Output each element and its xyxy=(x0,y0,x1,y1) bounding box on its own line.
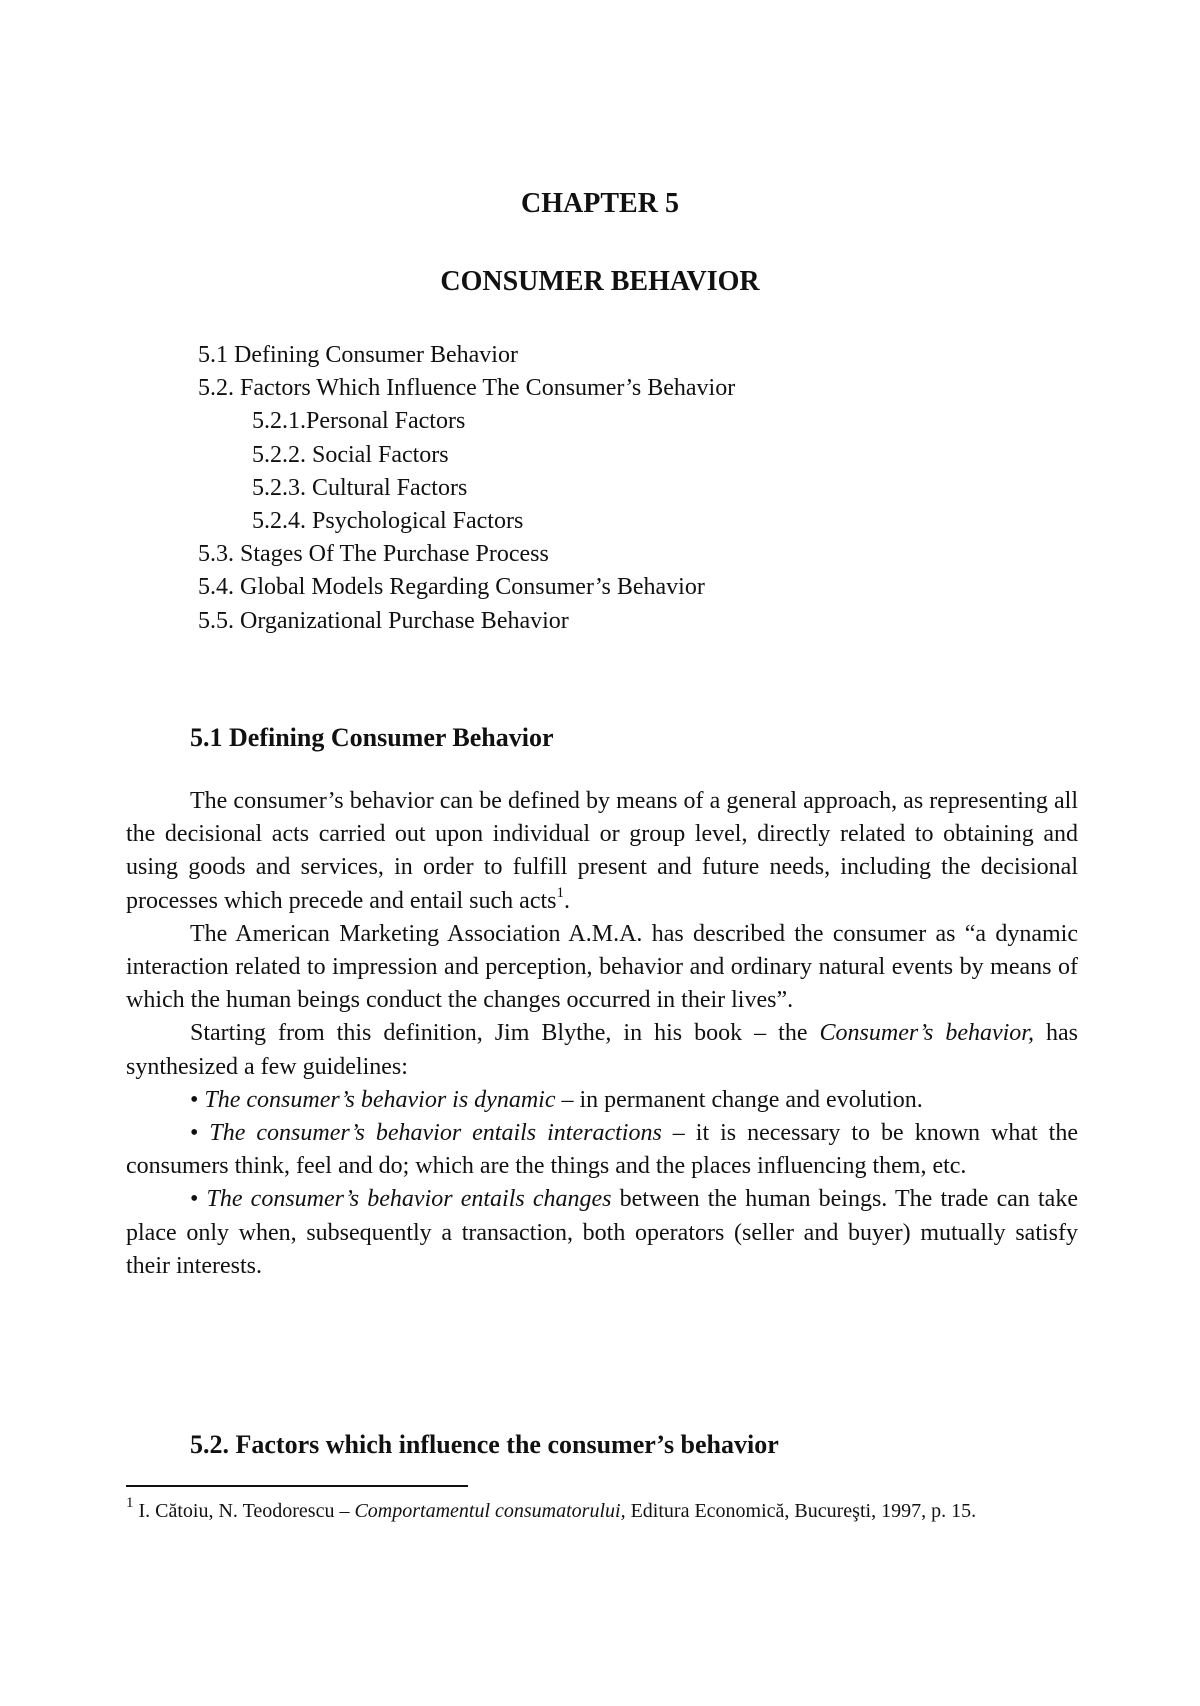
toc-subitem: 5.2.4. Psychological Factors xyxy=(252,508,524,535)
paragraph xyxy=(126,1017,1078,1083)
toc-item: 5.3. Stages Of The Purchase Process xyxy=(198,541,549,568)
footnote-text: I. Cătoiu, N. Teodorescu – xyxy=(133,1500,355,1522)
section-heading-5-2: 5.2. Factors which influence the consumer’s behavior xyxy=(190,1430,779,1459)
section-heading-5-1: 5.1 Defining Consumer Behavior xyxy=(190,723,554,752)
bullet-marker: • xyxy=(190,1186,207,1213)
book-title: Consumer’s behavior, xyxy=(819,1020,1034,1047)
paragraph-text: Starting from this definition, Jim Blythe, in his book – the xyxy=(190,1020,820,1047)
paragraph-end: . xyxy=(564,887,570,914)
chapter-number: CHAPTER 5 xyxy=(521,188,679,219)
paragraph: The American Marketing Association A.M.A. has described the consumer as “a dynamic interaction related to impression and perception, behavior and ordinary natural events by means of which the human beings conduct the changes occurred in their lives”. xyxy=(126,920,1078,1014)
paragraph xyxy=(126,785,1078,918)
bullet-lead: The consumer’s behavior entails interactions xyxy=(209,1120,662,1147)
bullet-marker: • xyxy=(190,1120,210,1147)
bullet-lead: The consumer’s behavior is dynamic xyxy=(204,1086,556,1113)
bullet-item xyxy=(126,1183,1078,1283)
toc-subitem: 5.2.3. Cultural Factors xyxy=(252,474,468,501)
bullet-text: – it is necessary to be known what the consumers think, feel and do; which are the things and the places influencing them, etc. xyxy=(126,1120,1078,1180)
section-body xyxy=(126,785,1078,1283)
footnote xyxy=(126,1497,1078,1525)
toc-subitem: 5.2.1.Personal Factors xyxy=(252,408,466,435)
bullet-lead: The consumer’s behavior entails changes xyxy=(206,1186,612,1213)
bullet-item xyxy=(126,1084,1078,1117)
chapter-title: CONSUMER BEHAVIOR xyxy=(440,266,760,297)
footnote-divider xyxy=(126,1485,468,1487)
bullet-marker: • xyxy=(190,1086,205,1113)
toc-item: 5.1 Defining Consumer Behavior xyxy=(198,342,518,368)
footnote-book-title: Comportamentul consumatorului, xyxy=(354,1500,626,1522)
bullet-text: between the human beings. The trade can take place only when, subsequently a transaction, both operators (seller and buyer) mutually satisfy their interests. xyxy=(126,1186,1078,1279)
bullet-item xyxy=(126,1117,1078,1183)
table-of-contents xyxy=(198,339,735,638)
bullet-text: – in permanent change and evolution. xyxy=(555,1086,923,1113)
footnote-number: 1 xyxy=(126,1495,134,1512)
footnote-text: Editura Economică, Bucureşti, 1997, p. 15. xyxy=(625,1500,977,1522)
paragraph-text: The consumer’s behavior can be defined by means of a general approach, as representing all the decisional acts carried out upon individual or group level, directly related to obtaining and using goods and services, in order to fulfill present and future needs, including the decisional processes which precede and entail such acts xyxy=(126,788,1078,914)
toc-item: 5.5. Organizational Purchase Behavior xyxy=(198,607,569,634)
toc-item: 5.2. Factors Which Influence The Consumer’s Behavior xyxy=(198,375,736,402)
paragraph-text: has synthesized a few guidelines: xyxy=(126,1020,1079,1080)
toc-item: 5.4. Global Models Regarding Consumer’s Behavior xyxy=(198,574,705,601)
footnote-reference: 1 xyxy=(556,884,564,901)
toc-subitem: 5.2.2. Social Factors xyxy=(252,441,449,468)
